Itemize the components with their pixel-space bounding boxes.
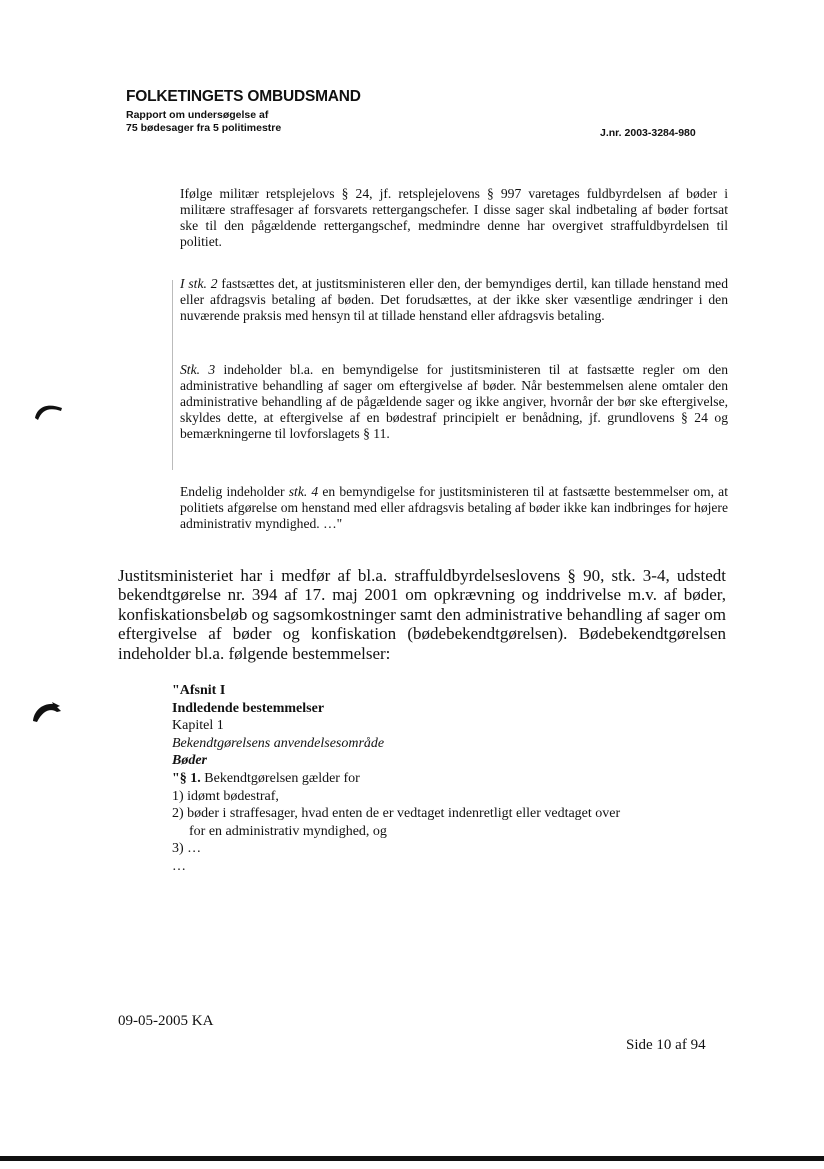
quote-paragraph-4	[180, 484, 728, 532]
stk3-label: Stk. 3	[180, 362, 216, 377]
list-item-2-continued: for en administrativ myndighed, og	[189, 823, 387, 839]
stk2-label: I stk. 2	[180, 276, 218, 291]
header-subtitle-line1: Rapport om undersøgelse af	[126, 109, 269, 121]
margin-mark-icon	[32, 396, 64, 422]
page-number: Side 10 af 94	[626, 1037, 706, 1053]
quote-paragraph-3-text: indeholder bl.a. en bemyndigelse for justitsministeren til at fastsætte regler om den administrative behandling af sager om eftergivelse af bøder. Når bestemmelsen alene omtaler den administrative behandling af de pågældende sager og ikke angiver, hvornår der bør ske eftergivelse, skyldes dette, at eftergivelse af en bødestraf principielt er benådning, jf. grundlovens § 24 og bemærkningerne til lovforslagets § 11.	[180, 362, 729, 441]
quote-paragraph-4-pre: Endelig indeholder	[180, 484, 289, 499]
fines-heading: Bøder	[172, 753, 207, 769]
header-title: FOLKETINGETS OMBUDSMAND	[126, 88, 361, 105]
sidebar-line	[172, 280, 173, 470]
scope-heading: Bekendtgørelsens anvendelsesområde	[172, 735, 385, 751]
paragraph-1	[172, 770, 732, 788]
quote-paragraph-2-text: fastsættes det, at justitsministeren eller den, der bemyndiges dertil, kan tillade henstand med eller afdragsvis betaling af bøden. Det forudsættes, at der ikke sker væsentlige ændringer i den nuværende praksis med hensyn til at tillade henstand eller afdragsvis betaling.	[180, 276, 728, 323]
quote-block-2	[172, 682, 732, 876]
chapter-label: Kapitel 1	[172, 718, 224, 734]
header-subtitle-line2: 75 bødesager fra 5 politimestre	[126, 122, 282, 134]
quote-paragraph-3	[180, 362, 728, 442]
quote-paragraph-2	[180, 276, 728, 324]
main-paragraph: Justitsministeriet har i medfør af bl.a. straffuldbyrdelseslovens § 90, stk. 3-4, udstedt bekendtgørelse nr. 394 af 17. maj 2001 om opkrævning og inddrivelse m.v. af bøder, konfiskationsbeløb og sagsomkostninger samt den administrative behandling af sager om eftergivelse af bøder og konfiskation (bødebekendtgørelsen). Bødebekendtgørelsen indeholder bl.a. følgende bestemmelser:	[118, 566, 726, 663]
stk4-label: stk. 4	[288, 484, 319, 499]
journal-number: J.nr. 2003-3284-980	[600, 127, 696, 139]
paragraph-text: Bekendtgørelsen gælder for	[200, 770, 360, 786]
list-item-1: 1) idømt bødestraf,	[172, 788, 279, 804]
paragraph-number: "§ 1.	[172, 770, 201, 786]
list-item-2: 2) bøder i straffesager, hvad enten de er vedtaget indenretligt eller vedtaget over	[172, 806, 621, 822]
footer-date: 09-05-2005 KA	[118, 1013, 214, 1029]
section-title: "Afsnit I	[172, 683, 226, 698]
ellipsis: …	[172, 858, 186, 874]
quote-paragraph-4-text: en bemyndigelse for justitsministeren til at fastsætte bestemmelser om, at politiets afgørelse om henstand med eller afdragsvis betaling af bøder ikke kan indbringes for højere administrativ myndighed. …"	[180, 484, 728, 531]
margin-mark-icon	[30, 698, 64, 724]
bottom-border	[0, 1156, 824, 1161]
section-heading: Indledende bestemmelser	[172, 700, 325, 716]
list-item-3: 3) …	[172, 841, 202, 857]
quote-paragraph-1	[180, 186, 728, 250]
quote-paragraph-1-text: Ifølge militær retsplejelovs § 24, jf. retsplejelovens § 997 varetages fuldbyrdelsen af bøder i militære straffesager af forsvarets rettergangschefer. I disse sager skal indbetaling af bøder fortsat ske til den pågældende rettergangschef, medmindre denne har overgivet straffuldbyrdelsen til politiet.	[180, 186, 728, 249]
